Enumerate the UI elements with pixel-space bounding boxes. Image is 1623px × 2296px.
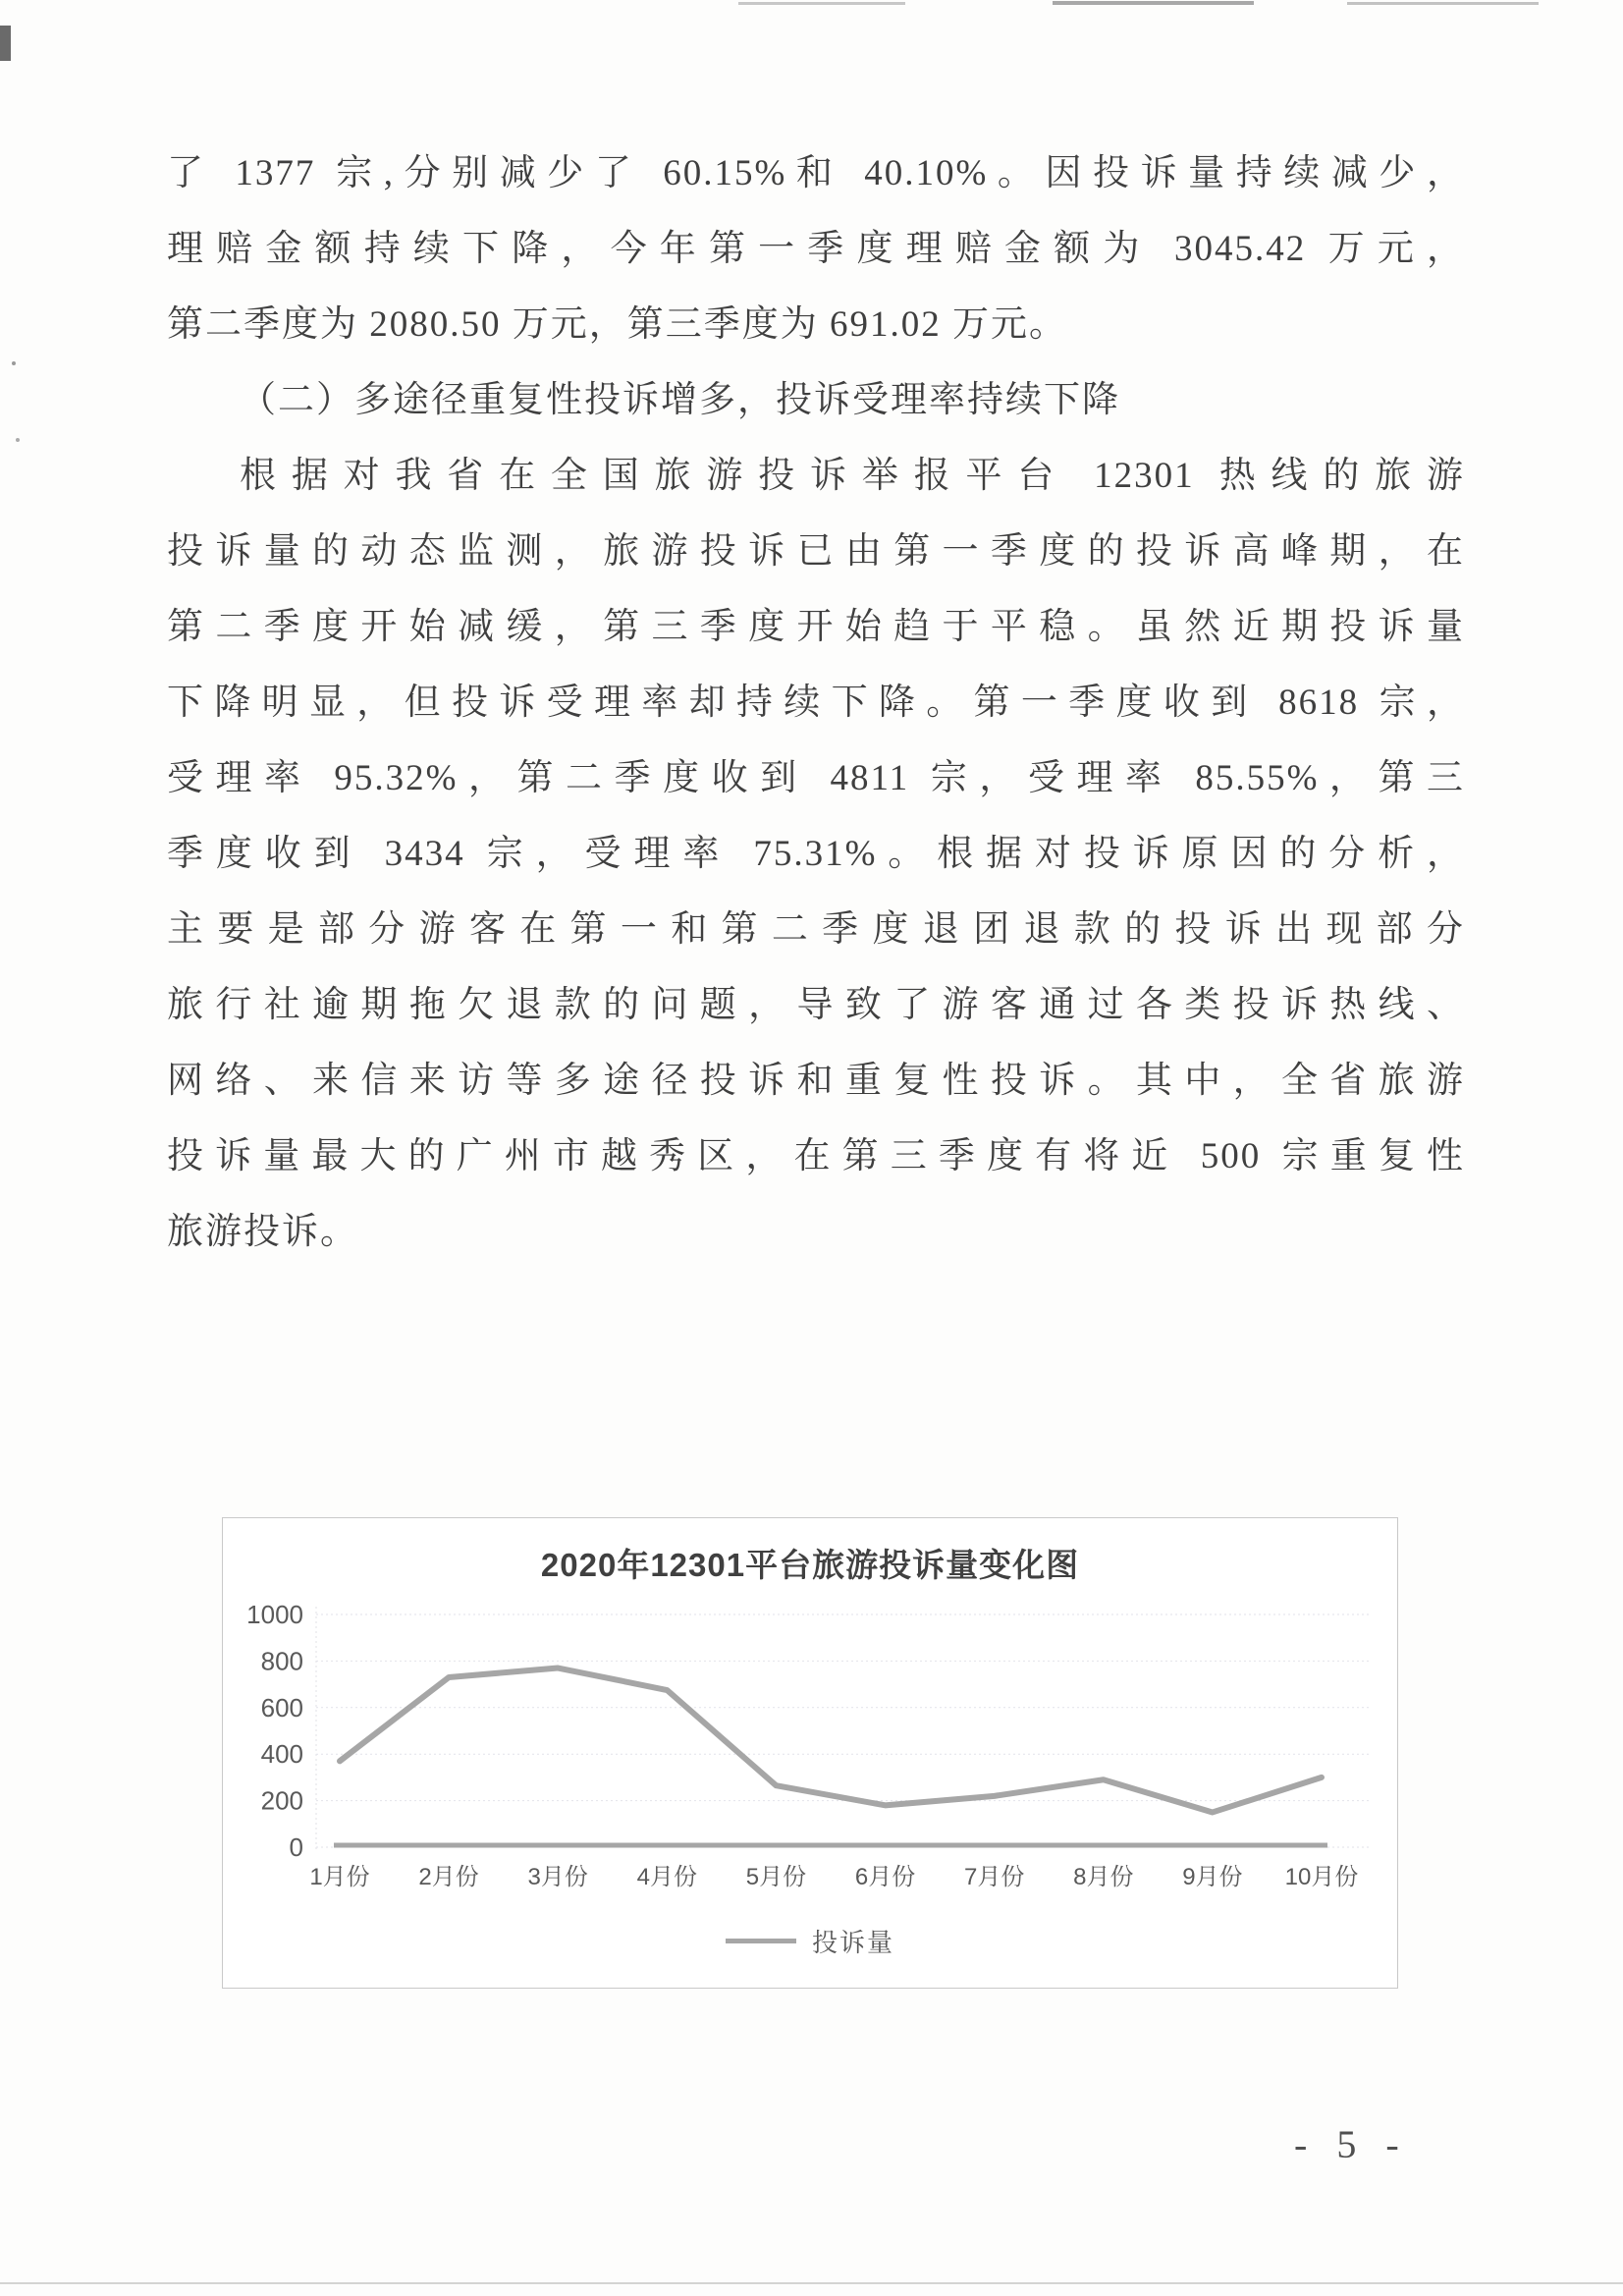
y-tick-label: 800	[260, 1646, 303, 1676]
text-line: 网络、来信来访等多途径投诉和重复性投诉。其中，全省旅游	[167, 1061, 1465, 1101]
x-tick-label: 6月份	[854, 1864, 916, 1890]
text-line: 旅游投诉。	[167, 1212, 358, 1252]
scan-artifact-speck	[16, 438, 20, 442]
x-tick-label: 2月份	[418, 1864, 479, 1890]
text-block	[167, 136, 1465, 1270]
page-number: - 5 -	[1294, 2122, 1409, 2166]
x-tick-label: 10月份	[1284, 1864, 1359, 1890]
y-tick-label: 0	[289, 1832, 303, 1862]
x-tick-label: 7月份	[963, 1864, 1025, 1890]
chart-plot	[223, 1585, 1397, 1909]
x-tick-label: 9月份	[1182, 1864, 1243, 1890]
y-tick-label: 1000	[246, 1600, 303, 1629]
scan-artifact-dash	[738, 2, 905, 5]
section-heading: （二）多途径重复性投诉增多，投诉受理率持续下降	[240, 380, 1120, 420]
text-line: 根据对我省在全国旅游投诉举报平台 12301 热线的旅游	[240, 456, 1465, 496]
y-tick-label: 200	[260, 1785, 303, 1816]
complaints-series-line	[340, 1668, 1322, 1813]
chart-plot-wrap	[223, 1585, 1397, 1909]
y-tick-label: 600	[260, 1692, 303, 1722]
text-line: 受理率 95.32%，第二季度收到 4811 宗，受理率 85.55%，第三	[167, 758, 1465, 798]
scan-artifact-dash	[1053, 1, 1254, 5]
x-tick-label: 8月份	[1073, 1864, 1134, 1890]
x-tick-label: 5月份	[745, 1864, 807, 1890]
x-tick-label: 1月份	[309, 1864, 370, 1890]
text-line: 投诉量的动态监测，旅游投诉已由第一季度的投诉高峰期，在	[167, 531, 1465, 572]
y-tick-label: 400	[260, 1739, 303, 1770]
text-line: 了 1377 宗,分别减少了 60.15%和 40.10%。因投诉量持续减少，	[167, 153, 1465, 193]
text-line: 旅行社逾期拖欠退款的问题，导致了游客通过各类投诉热线、	[167, 985, 1465, 1025]
scan-artifact-corner	[0, 26, 11, 61]
text-line: 投诉量最大的广州市越秀区，在第三季度有将近 500 宗重复性	[167, 1136, 1465, 1176]
legend-label: 投诉量	[811, 1928, 894, 1957]
scan-artifact-dash	[1347, 2, 1539, 5]
scan-artifact-bottom-line	[0, 2282, 1623, 2284]
complaints-chart	[222, 1517, 1398, 1989]
scan-artifact-speck	[12, 361, 16, 365]
text-line: 第二季度开始减缓，第三季度开始趋于平稳。虽然近期投诉量	[167, 607, 1465, 647]
text-line: 下降明显，但投诉受理率却持续下降。第一季度收到 8618 宗，	[167, 683, 1465, 723]
text-line: 季度收到 3434 宗，受理率 75.31%。根据对投诉原因的分析，	[167, 834, 1465, 874]
chart-title: 2020年12301平台旅游投诉量变化图	[540, 1547, 1080, 1583]
text-line: 理赔金额持续下降，今年第一季度理赔金额为 3045.42 万元，	[167, 229, 1465, 269]
legend-line-swatch	[726, 1939, 796, 1943]
text-line: 主要是部分游客在第一和第二季度退团退款的投诉出现部分	[167, 909, 1465, 950]
chart-legend	[223, 1923, 1397, 1959]
x-tick-label: 4月份	[636, 1864, 698, 1890]
x-tick-label: 3月份	[527, 1864, 588, 1890]
text-line: 第二季度为 2080.50 万元，第三季度为 691.02 万元。	[167, 304, 1067, 345]
